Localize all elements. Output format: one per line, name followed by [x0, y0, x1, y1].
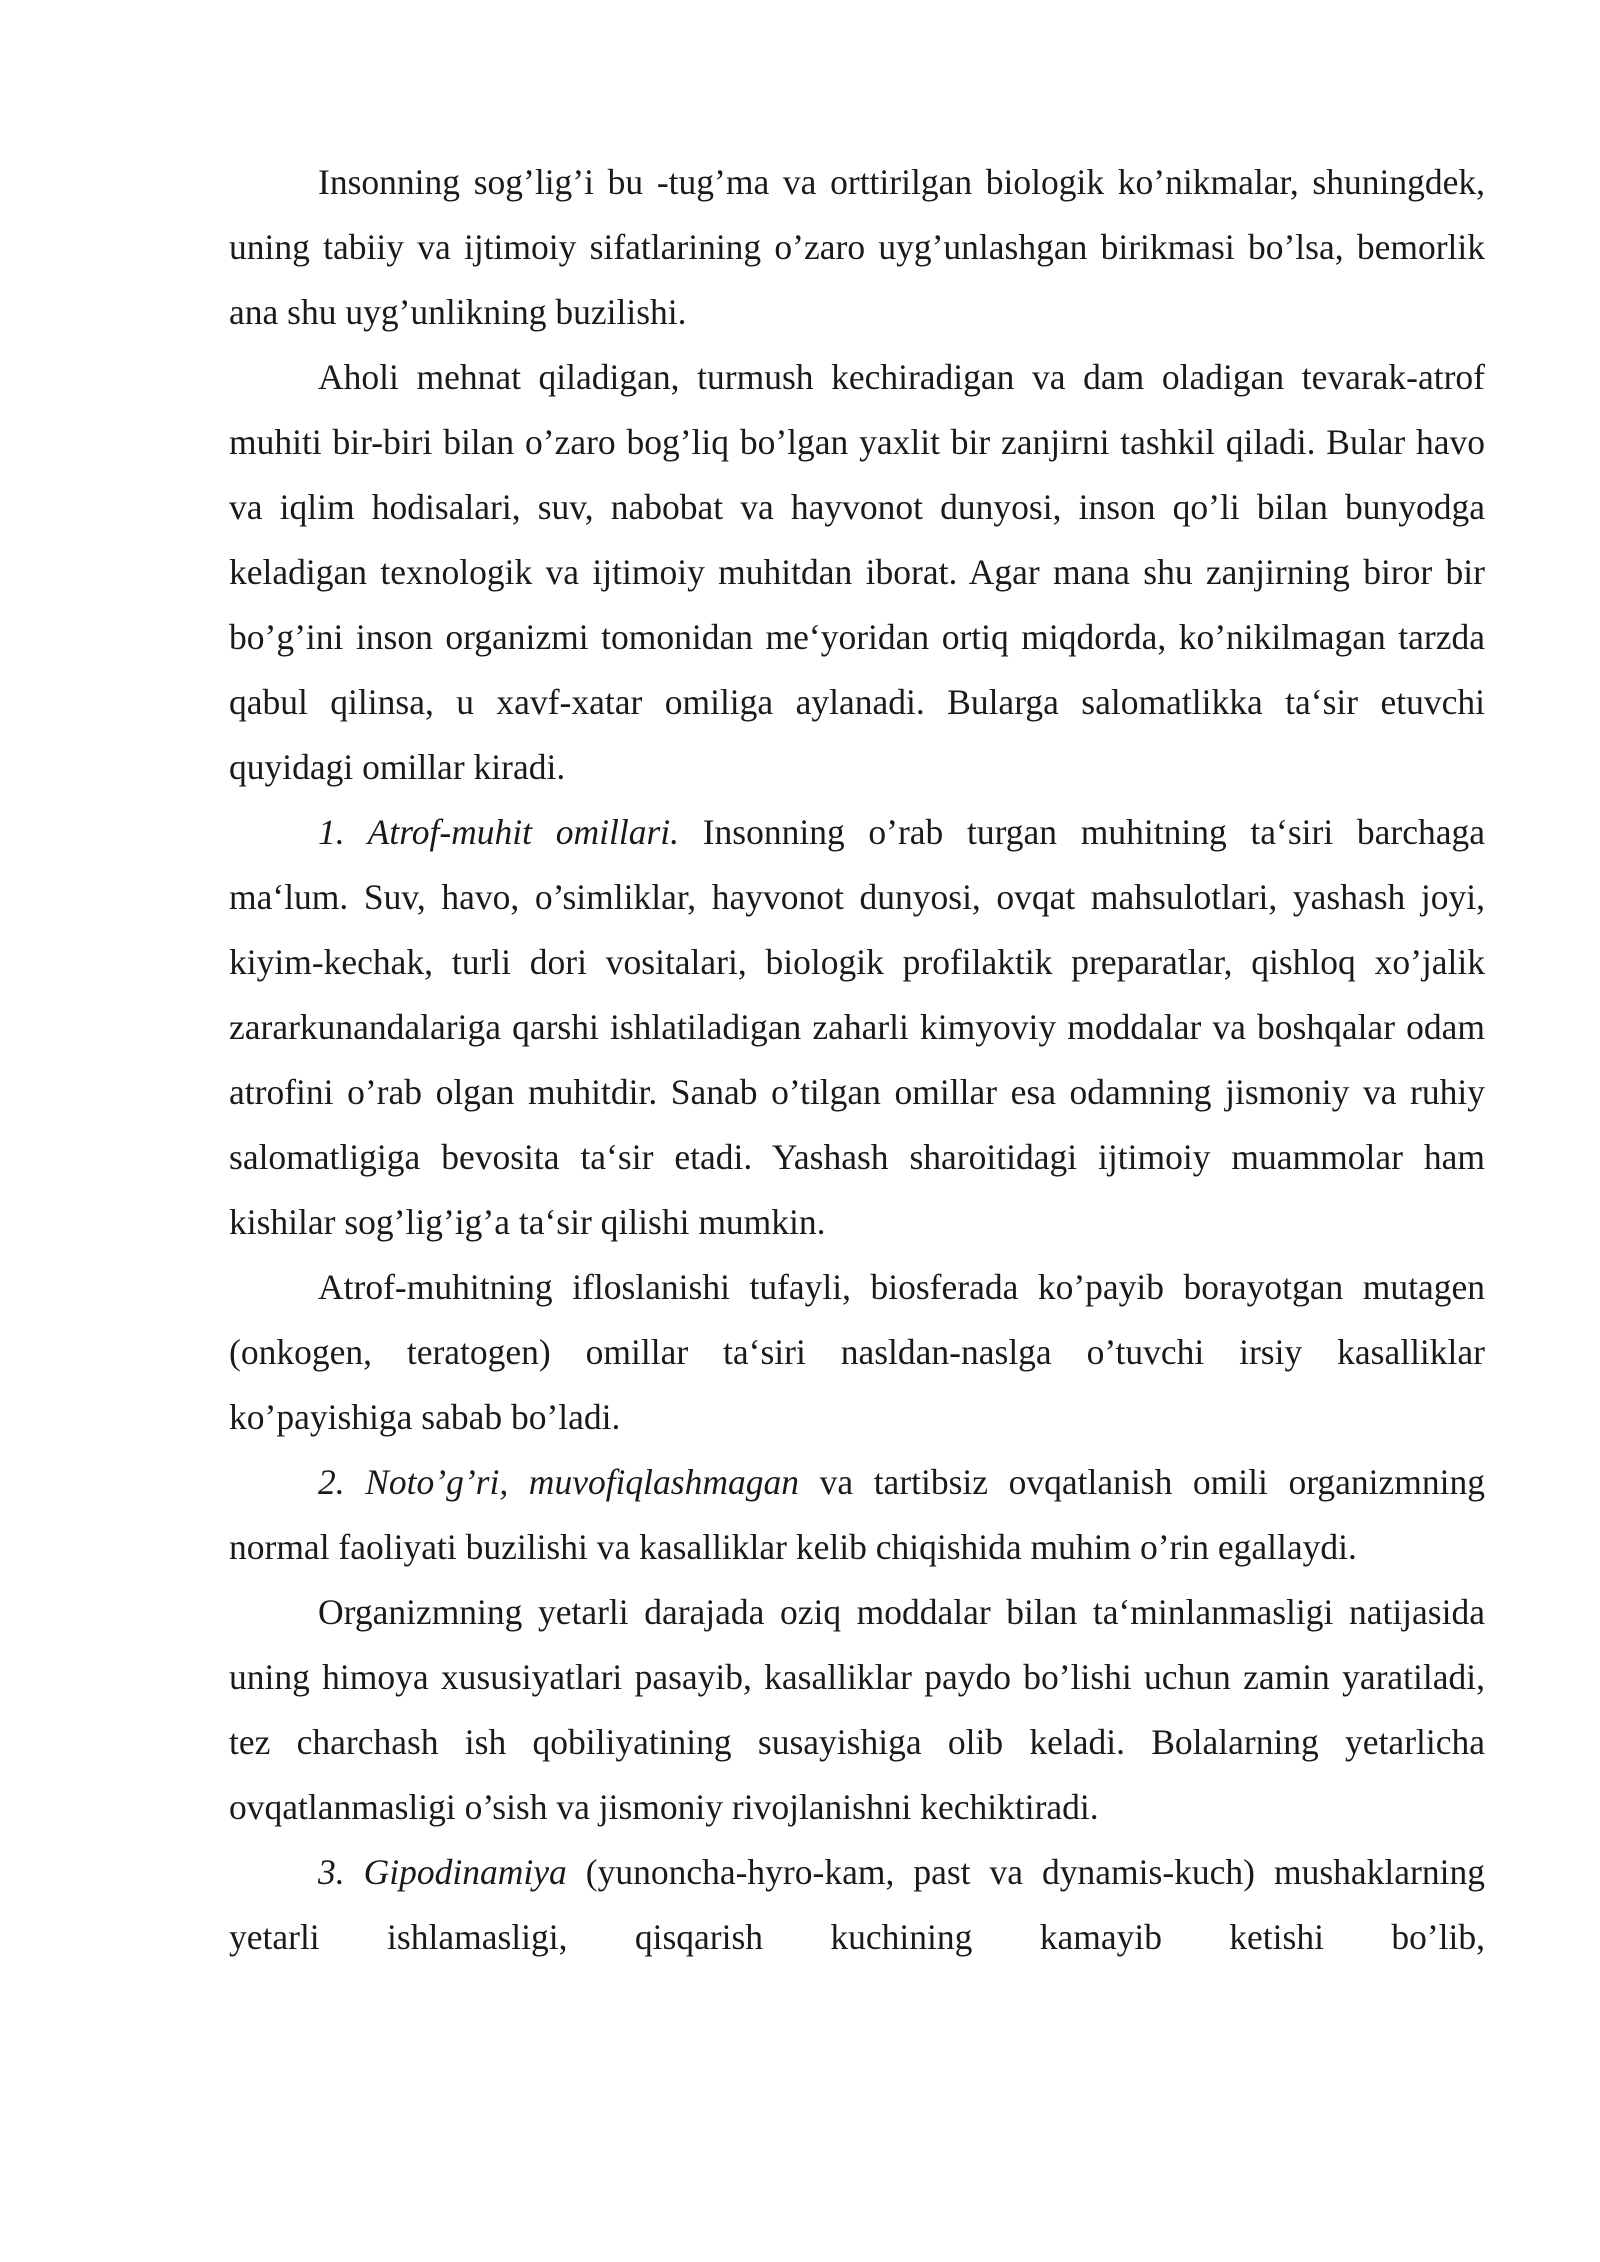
paragraph-text: Organizmning yetarli darajada oziq moddalar bilan ta‘minlanmasligi natijasida uning himoya xususiyatlari pasayib, kasalliklar paydo bo’lishi uchun zamin yaratiladi, tez charchash ish qobiliyatining susayishiga olib keladi. Bolalarning yetarlicha ovqatlanmasligi o’sish va jismoniy rivojlanishni kechiktiradi.	[229, 1592, 1485, 1827]
paragraph-malnutrition	[229, 1580, 1485, 1840]
numbered-heading: 3. Gipodinamiya	[318, 1852, 567, 1892]
paragraph-text: Insonning o’rab turgan muhitning ta‘siri barchaga ma‘lum. Suv, havo, o’simliklar, hayvonot dunyosi, ovqat mahsulotlari, yashash joyi, kiyim-kechak, turli dori vositalari, biologik profilaktik preparatlar, qishloq xo’jalik zararkunandalariga qarshi ishlatiladigan zaharli kimyoviy moddalar va boshqalar odam atrofini o’rab olgan muhitdir. Sanab o’tilgan omillar esa odamning jismoniy va ruhiy salomatligiga bevosita ta‘sir etadi. Yashash sharoitidagi ijtimoiy muammolar ham kishilar sog’lig’ig’a ta‘sir qilishi mumkin.	[229, 812, 1486, 1242]
numbered-heading: 1. Atrof-muhit omillari.	[318, 812, 680, 852]
paragraph-text: (yunoncha-hyro-kam, past va dynamis-kuch) mushaklarning yetarli ishlamasligi, qisqarish kuchining kamayib ketishi bo’lib,	[229, 1852, 1485, 1957]
paragraph-health-definition	[229, 150, 1485, 345]
document-body	[229, 150, 1485, 1970]
paragraph-nutrition	[229, 1450, 1485, 1580]
paragraph-hypodynamia	[229, 1840, 1485, 1970]
paragraph-text: Aholi mehnat qiladigan, turmush kechiradigan va dam oladigan tevarak-atrof muhiti bir-biri bilan o’zaro bog’liq bo’lgan yaxlit bir zanjirni tashkil qiladi. Bular havo va iqlim hodisalari, suv, nabobat va hayvonot dunyosi, inson qo’li bilan bunyodga keladigan texnologik va ijtimoiy muhitdan iborat. Agar mana shu zanjirning biror bir bo’g’ini inson organizmi tomonidan me‘yoridan ortiq miqdorda, ko’nikilmagan tarzda qabul qilinsa, u xavf-xatar omiliga aylanadi. Bularga salomatlikka ta‘sir etuvchi quyidagi omillar kiradi.	[229, 357, 1485, 787]
paragraph-text: Atrof-muhitning ifloslanishi tufayli, biosferada ko’payib borayotgan mutagen (onkogen, teratogen) omillar ta‘siri nasldan-naslga o’tuvchi irsiy kasalliklar ko’payishiga sabab bo’ladi.	[229, 1267, 1485, 1437]
paragraph-text: va tartibsiz ovqatlanish omili organizmning normal faoliyati buzilishi va kasalliklar kelib chiqishida muhim o’rin egallaydi.	[229, 1462, 1485, 1567]
paragraph-environment-chain	[229, 345, 1485, 800]
paragraph-pollution	[229, 1255, 1485, 1450]
paragraph-environmental-factors	[229, 800, 1485, 1255]
paragraph-text: Insonning sog’lig’i bu -tug’ma va orttirilgan biologik ko’nikmalar, shuningdek, uning tabiiy va ijtimoiy sifatlarining o’zaro uyg’unlashgan birikmasi bo’lsa, bemorlik ana shu uyg’unlikning buzilishi.	[229, 162, 1485, 332]
numbered-heading: 2. Noto’g’ri, muvofiqlashmagan	[318, 1462, 799, 1502]
